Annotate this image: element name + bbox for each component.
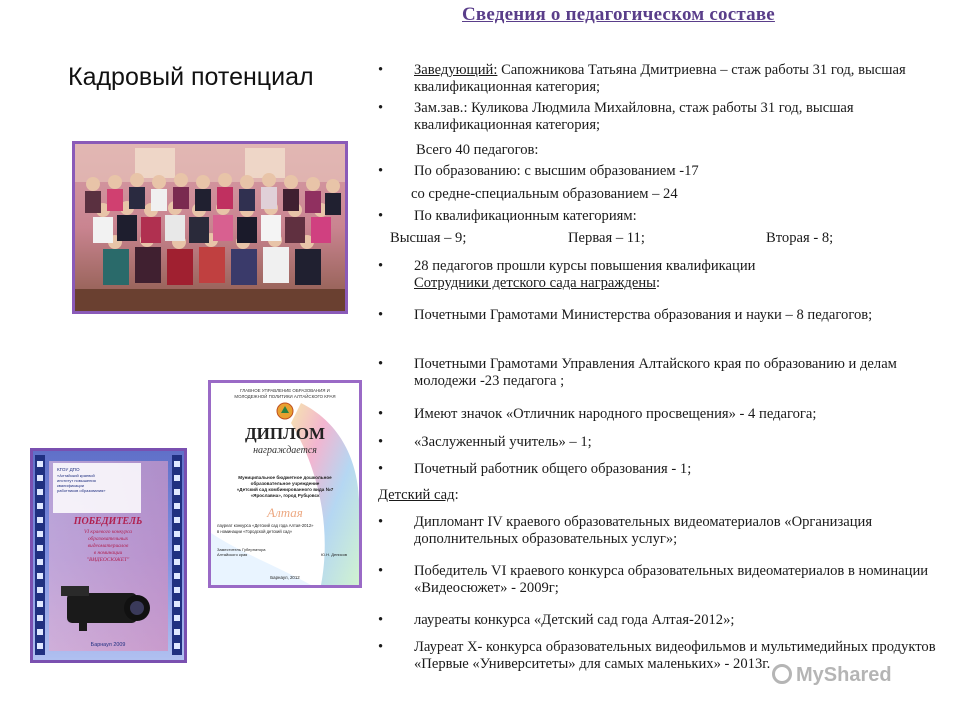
svg-text:квалификации: квалификации [57, 483, 84, 488]
svg-text:Алтайского края: Алтайского края [217, 552, 248, 557]
diploma-title: ДИПЛОМ [244, 424, 326, 443]
deputy-text: Зам.зав.: Куликова Людмила Михайловна, стаж работы 31 год, высшая квалификационная категория; [414, 100, 854, 133]
diploma-footer: Барнаул, 2012 [270, 575, 300, 580]
svg-text:Муниципальное бюджетное дошкол: Муниципальное бюджетное дошкольное [238, 475, 332, 480]
diploma-iv-text: Дипломант IV краевого образовательных видеоматериалов «Организация дополнительных образовательных услуг»; [414, 514, 873, 547]
svg-text:в номинации «Городской детский: в номинации «Городской детский сад» [217, 529, 293, 534]
certificate-footer: Барнаул 2009 [90, 642, 126, 648]
bullet: • [378, 563, 384, 579]
head-text: Сапожникова Татьяна Дмитриевна – стаж работы 31 год, высшая квалификационная категория; [414, 62, 906, 95]
courses-text: 28 педагогов прошли курсы повышения квалификации [414, 258, 756, 274]
kindergarten-heading: Детский сад [378, 487, 455, 503]
bullet: • [378, 163, 384, 179]
bullet: • [378, 62, 384, 78]
watermark-text: MyShared [796, 664, 892, 686]
honored-text: «Заслуженный учитель» – 1; [414, 434, 592, 450]
awarded-heading: Сотрудники детского сада награждены [414, 275, 656, 291]
svg-text:образовательное учреждение: образовательное учреждение [250, 481, 320, 486]
education-secondary: со средне-специальным образованием – 24 [411, 186, 678, 202]
svg-text:Алтая: Алтая [267, 505, 303, 520]
category-second: Вторая - 8; [766, 230, 834, 246]
honorary-worker-text: Почетный работник общего образования - 1; [414, 461, 692, 477]
group-photo-image [75, 144, 345, 311]
diploma-header-line1: ГЛАВНОЕ УПРАВЛЕНИЕ ОБРАЗОВАНИЯ И [240, 388, 330, 393]
ministry-text: Почетными Грамотами Министерства образования и науки – 8 педагогов; [414, 307, 873, 323]
svg-text:образовательных: образовательных [87, 536, 129, 542]
qualification-text: По квалификационным категориям: [414, 208, 637, 224]
winner-vi-text: Победитель VI краевого конкурса образовательных видеоматериалов в номинации «Видеосюжет» - 2009г; [414, 563, 929, 596]
svg-text:КГОУ ДПО: КГОУ ДПО [57, 467, 80, 472]
certificate-graphic [33, 451, 184, 660]
total-teachers: Всего 40 педагогов: [416, 142, 539, 158]
svg-text:«Детский сад комбинированного: «Детский сад комбинированного вида №7 [236, 487, 334, 492]
excellence-text: Имеют значок «Отличник народного просвещения» - 4 педагога; [414, 406, 817, 422]
certificate-title: ПОБЕДИТЕЛЬ [73, 516, 143, 527]
bullet: • [378, 461, 384, 477]
watermark [772, 664, 892, 687]
svg-text:в номинации: в номинации [93, 550, 123, 556]
bullet: • [378, 208, 384, 224]
svg-text:VI краевого конкурса: VI краевого конкурса [83, 529, 133, 535]
category-row [378, 230, 938, 248]
svg-text:работников образования»: работников образования» [57, 488, 106, 493]
page-title: Сведения о педагогическом составе [462, 4, 775, 25]
bullet: • [378, 639, 384, 655]
bullet: • [378, 514, 384, 530]
altai-text: Почетными Грамотами Управления Алтайского края по образованию и делам молодежи -23 педагога ; [414, 356, 897, 389]
svg-text:видеоматериалов: видеоматериалов [87, 543, 129, 549]
bullet: • [378, 406, 384, 422]
svg-text:Ю.Н. Денисов: Ю.Н. Денисов [321, 552, 348, 557]
awarded-colon: : [655, 275, 661, 291]
head-label: Заведующий: [414, 62, 498, 78]
watermark-logo-icon [772, 664, 792, 684]
diploma-image [208, 380, 362, 588]
section-heading: Кадровый потенциал [68, 63, 314, 91]
kindergarten-colon: : [454, 487, 459, 503]
svg-text:«Ярославна», город Рубцовск: «Ярославна», город Рубцовск [250, 493, 320, 498]
group-photo [72, 141, 348, 314]
diploma-header-line2: МОЛОДЕЖНОЙ ПОЛИТИКИ АЛТАЙСКОГО КРАЯ [234, 394, 336, 399]
diploma-subtitle: награждается [253, 445, 317, 456]
laureate-x-text: Лауреат X- конкурса образовательных видеофильмов и мультимедийных продуктов «Первые «Университеты» для самых маленьких» - 2013г. [414, 639, 936, 672]
svg-text:институт повышения: институт повышения [57, 478, 96, 483]
svg-text:«Алтайский краевой: «Алтайский краевой [57, 473, 95, 478]
education-text: По образованию: с высшим образованием -17 [414, 163, 699, 179]
bullet: • [378, 434, 384, 450]
diploma-graphic [211, 383, 359, 585]
svg-text:"ВИДЕОСЮЖЕТ": "ВИДЕОСЮЖЕТ" [86, 557, 130, 563]
certificate-image [30, 448, 187, 663]
bullet: • [378, 100, 384, 116]
bullet: • [378, 612, 384, 628]
bullet: • [378, 307, 384, 323]
category-high: Высшая – 9; [390, 230, 467, 246]
category-first: Первая – 11; [568, 230, 645, 246]
kindergarten-heading-wrap [378, 487, 459, 504]
laureate-2012-text: лауреаты конкурса «Детский сад года Алтая-2012»; [414, 612, 735, 628]
bullet: • [378, 258, 384, 274]
svg-text:лауреат конкурса «Детский сад: лауреат конкурса «Детский сад года Алтая-2012» [217, 523, 314, 528]
svg-text:Заместитель Губернатора: Заместитель Губернатора [217, 547, 266, 552]
bullet: • [378, 356, 384, 372]
